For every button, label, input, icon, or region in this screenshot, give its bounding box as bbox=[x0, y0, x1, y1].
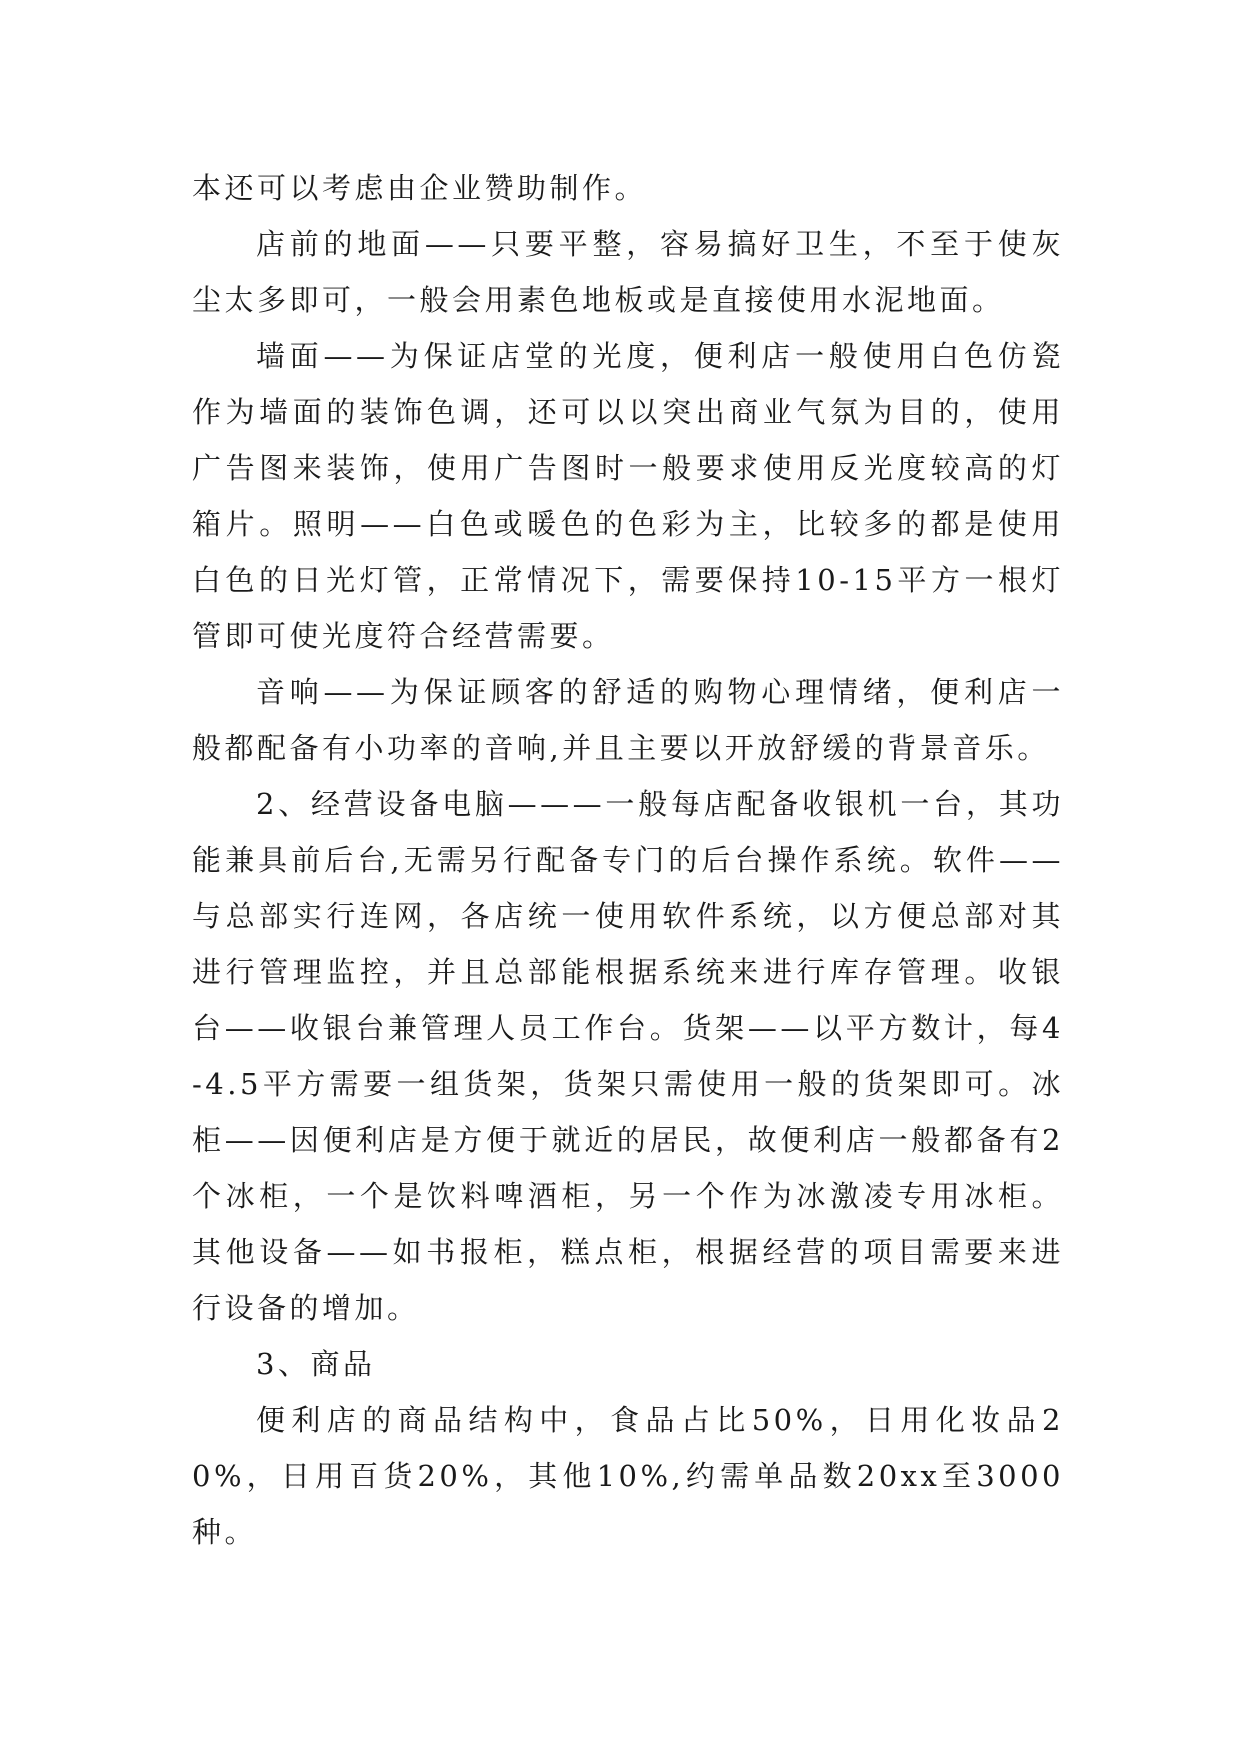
section-heading-goods: 3、商品 bbox=[256, 1347, 376, 1381]
paragraph-equipment: 2、经营设备电脑———一般每店配备收银机一台，其功能兼具前后台,无需另行配备专门的后台操作系统。软件——与总部实行连网，各店统一使用软件系统，以方便总部对其进行管理监控，并且总部能根据系统来进行库存管理。收银台——收银台兼管理人员工作台。货架——以平方数计，每4-4.5平方需要一组货架，货架只需使用一般的货架即可。冰柜——因便利店是方便于就近的居民，故便利店一般都备有2个冰柜，一个是饮料啤酒柜，另一个作为冰激凌专用冰柜。其他设备——如书报柜，糕点柜，根据经营的项目需要来进行设备的增加。 bbox=[192, 787, 1064, 1325]
paragraph-audio: 音响——为保证顾客的舒适的购物心理情绪，便利店一般都配备有小功率的音响,并且主要以开放舒缓的背景音乐。 bbox=[192, 675, 1064, 765]
paragraph-goods-structure: 便利店的商品结构中，食品占比50%，日用化妆品20%，日用百货20%，其他10%,约需单品数20xx至3000种。 bbox=[192, 1403, 1064, 1549]
paragraph-continuation: 本还可以考虑由企业赞助制作。 bbox=[192, 171, 648, 205]
paragraph-wall-lighting: 墙面——为保证店堂的光度，便利店一般使用白色仿瓷作为墙面的装饰色调，还可以以突出商业气氛为目的，使用广告图来装饰，使用广告图时一般要求使用反光度较高的灯箱片。照明——白色或暖色的色彩为主，比较多的都是使用白色的日光灯管，正常情况下，需要保持10-15平方一根灯管即可使光度符合经营需要。 bbox=[192, 339, 1064, 653]
paragraph-storefront-floor: 店前的地面——只要平整，容易搞好卫生，不至于使灰尘太多即可，一般会用素色地板或是直接使用水泥地面。 bbox=[192, 227, 1064, 317]
document-body bbox=[192, 160, 1064, 1560]
